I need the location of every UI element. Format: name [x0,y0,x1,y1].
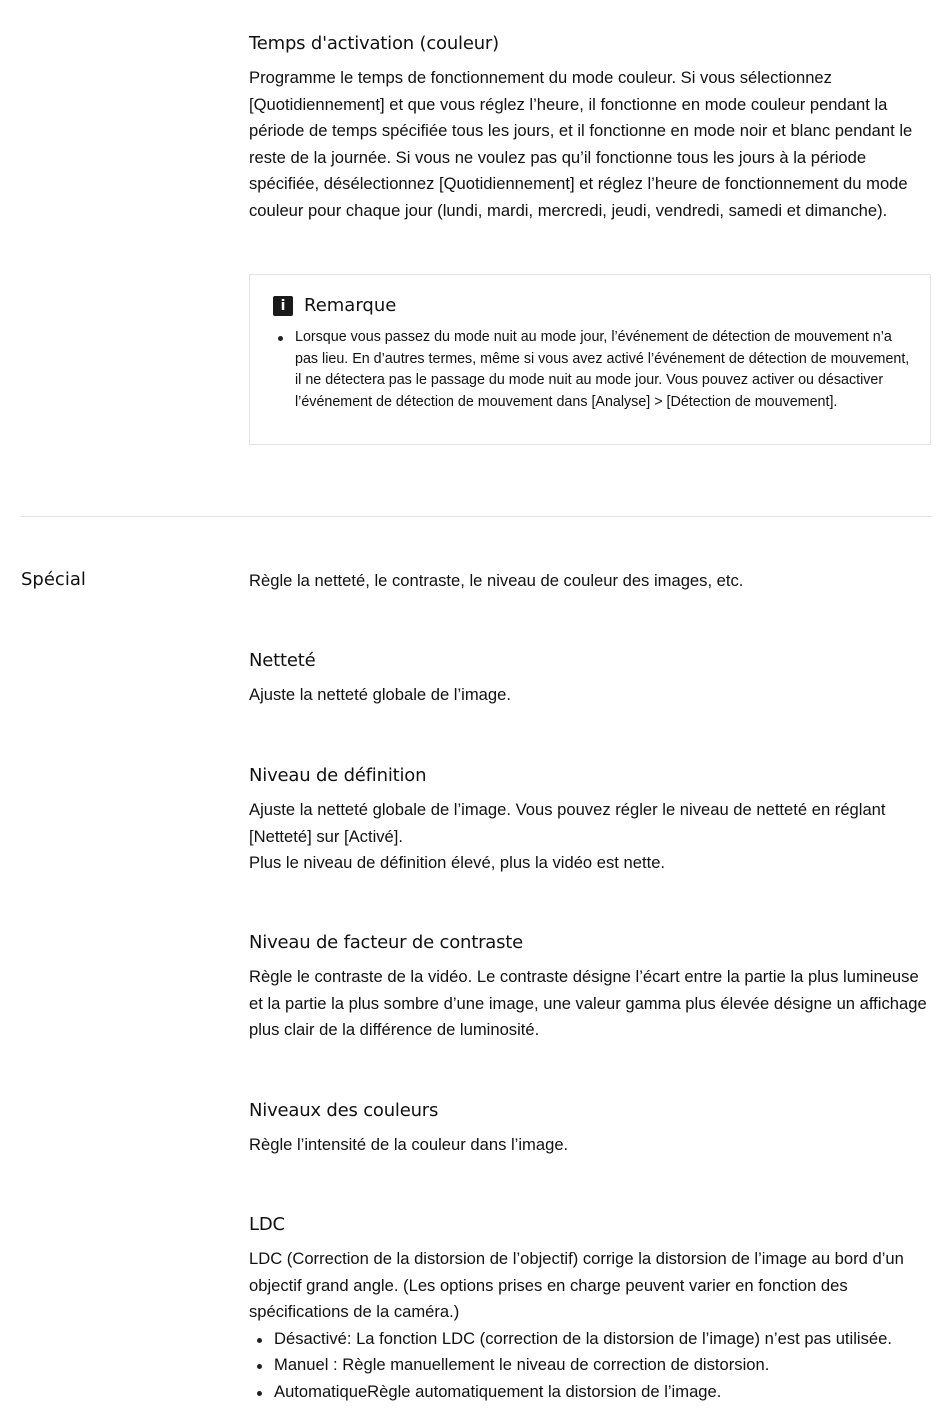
color-title: Niveaux des couleurs [249,1100,439,1121]
activation-title: Temps d'activation (couleur) [249,33,499,54]
note-header [273,295,396,316]
definition-body-1: Ajuste la netteté globale de l’image. Vous pouvez régler le niveau de netteté en réglant [Netteté] sur [Activé]. [249,800,886,846]
contrast-title: Niveau de facteur de contraste [249,932,524,953]
ldc-option-manual: Manuel : Règle manuellement le niveau de correction de distorsion. [249,1352,933,1379]
sharpness-title: Netteté [249,650,316,671]
definition-body [249,797,933,877]
note-box [249,274,931,445]
ldc-option-auto: AutomatiqueRègle automatiquement la distorsion de l’image. [249,1379,933,1406]
definition-body-2: Plus le niveau de définition élevé, plus la vidéo est nette. [249,853,666,872]
section-label-special: Spécial [21,569,86,590]
ldc-options [249,1326,933,1406]
ldc-description: LDC (Correction de la distorsion de l’objectif) corrige la distorsion de l’image au bord d’un objectif grand angle. (Les options prises en charge peuvent varier en fonction des spécifications de la caméra.) [249,1249,904,1321]
ldc-option-off: Désactivé: La fonction LDC (correction de la distorsion de l’image) n’est pas utilisée. [249,1326,933,1353]
ldc-title: LDC [249,1214,285,1235]
sharpness-body: Ajuste la netteté globale de l’image. [249,685,511,704]
info-icon: i [273,296,293,316]
ldc-body [249,1246,933,1405]
note-title: Remarque [304,295,397,316]
color-body: Règle l’intensité de la couleur dans l’image. [249,1135,569,1154]
special-intro: Règle la netteté, le contraste, le niveau de couleur des images, etc. [249,571,744,590]
note-item: Lorsque vous passez du mode nuit au mode jour, l’événement de détection de mouvement n’a pas lieu. En d’autres termes, même si vous avez activé l’événement de détection de mouvement, il ne détectera pas le passage du mode nuit au mode jour. Vous pouvez activer ou désactiver l’événement de détection de mouvement dans [Analyse] > [Détection de mouvement]. [274,327,914,413]
contrast-body: Règle le contraste de la vidéo. Le contraste désigne l’écart entre la partie la plus lumineuse et la partie la plus sombre d’une image, une valeur gamma plus élevée désigne un affichage plus clair de la différence de luminosité. [249,967,927,1039]
section-divider [21,516,933,517]
activation-body: Programme le temps de fonctionnement du mode couleur. Si vous sélectionnez [Quotidiennement] et que vous réglez l’heure, il fonctionne en mode couleur pendant la période de temps spécifiée tous les jours, et il fonctionne en mode noir et blanc pendant le reste de la journée. Si vous ne voulez pas qu’il fonctionne tous les jours à la période spécifiée, désélectionnez [Quotidiennement] et réglez l’heure de fonctionnement du mode couleur pour chaque jour (lundi, mardi, mercredi, jeudi, vendredi, samedi et dimanche). [249,68,913,220]
definition-title: Niveau de définition [249,765,427,786]
note-list [274,327,914,413]
